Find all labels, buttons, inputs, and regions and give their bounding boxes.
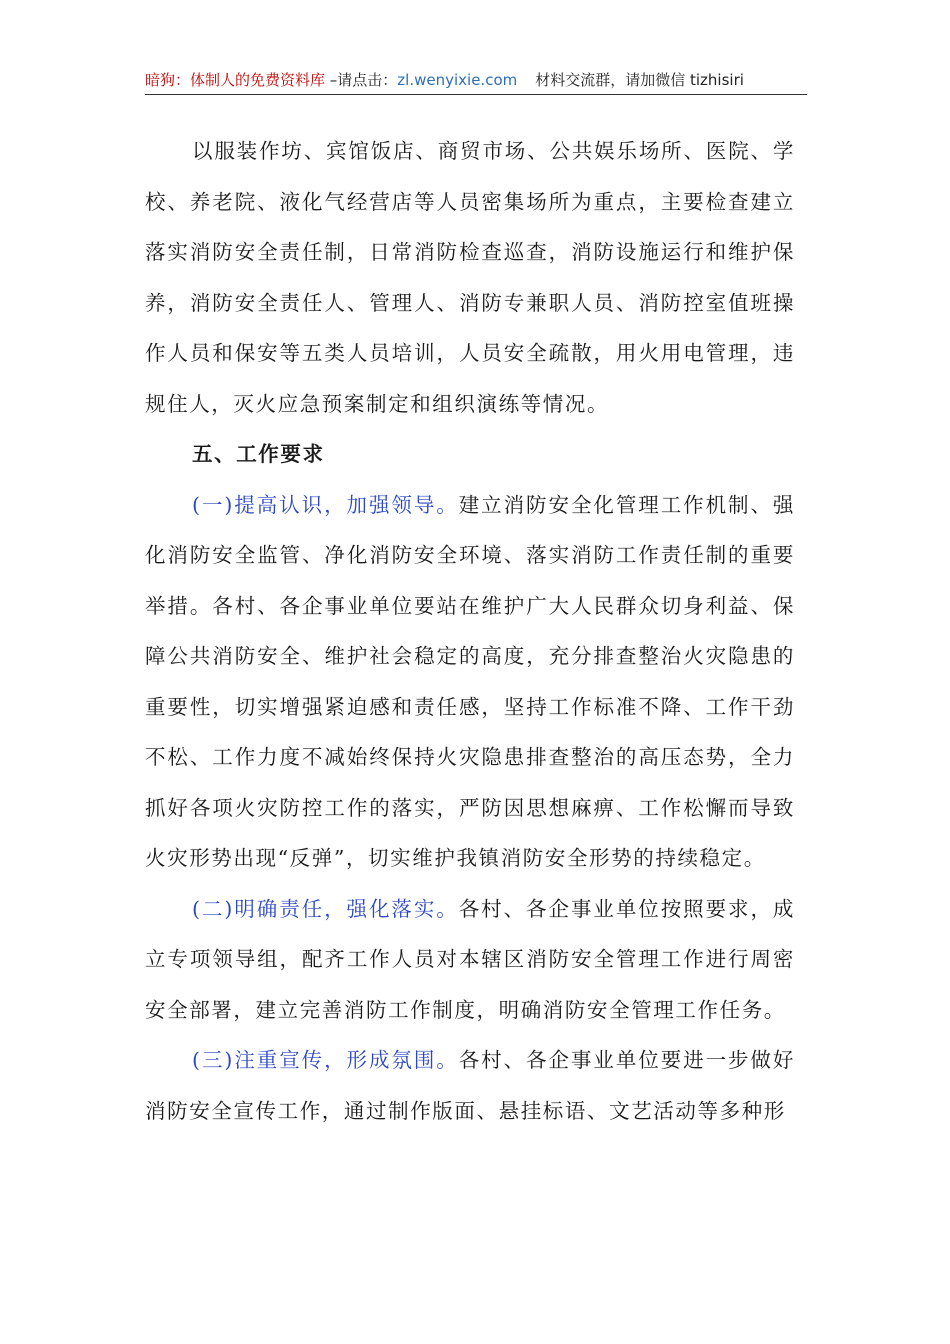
- page-header: [145, 68, 807, 95]
- section-heading: 五、工作要求: [192, 442, 325, 466]
- paragraph-inspection-scope: 以服装作坊、宾馆饭店、商贸市场、公共娱乐场所、医院、学校、养老院、液化气经营店等人员密集场所为重点，主要检查建立落实消防安全责任制，日常消防检查巡查，消防设施运行和维护保养，消防安全责任人、管理人、消防专兼职人员、消防控室值班操作人员和保安等五类人员培训，人员安全疏散，用火用电管理，违规住人，灭火应急预案制定和组织演练等情况。: [145, 139, 795, 416]
- item-1-lead: (一)提高认识，加强领导。: [192, 492, 459, 517]
- item-2-text: 各村、各企事业单位按照要求，成立专项领导组，配齐工作人员对本辖区消防安全管理工作进行周密安全部署，建立完善消防工作制度，明确消防安全管理工作任务。: [145, 896, 796, 1022]
- item-1-text: 建立消防安全化管理工作机制、强化消防安全监管、净化消防安全环境、落实消防工作责任制的重要举措。各村、各企事业单位要站在维护广大人民群众切身利益、保障公共消防安全、维护社会稳定的高度，充分排查整治火灾隐患的重要性，切实增强紧迫感和责任感，坚持工作标准不降、工作干劲不松、工作力度不减始终保持火灾隐患排查整治的高压态势，全力抓好各项火灾防控工作的落实，严防因思想麻痹、工作松懈而导致火灾形势出现“反弹”，切实维护我镇消防安全形势的持续稳定。: [145, 492, 796, 870]
- paragraph-item-1: [145, 480, 795, 884]
- item-3-text: 各村、各企事业单位要进一步做好消防安全宣传工作，通过制作版面、悬挂标语、文艺活动等多种形: [145, 1048, 796, 1123]
- header-click-text: –请点击：: [325, 71, 398, 89]
- header-url-link[interactable]: zl.wenyixie.com: [397, 71, 518, 89]
- paragraph-item-3: [145, 1035, 795, 1136]
- header-contact: 材料交流群，请加微信 tizhisiri: [535, 71, 744, 89]
- item-2-lead: (二)明确责任，强化落实。: [192, 896, 459, 921]
- paragraph-item-2: [145, 884, 795, 1036]
- item-3-lead: (三)注重宣传，形成氛围。: [192, 1048, 459, 1072]
- document-body: [145, 126, 795, 1136]
- header-brand: 暗狗：体制人的免费资料库: [145, 71, 326, 89]
